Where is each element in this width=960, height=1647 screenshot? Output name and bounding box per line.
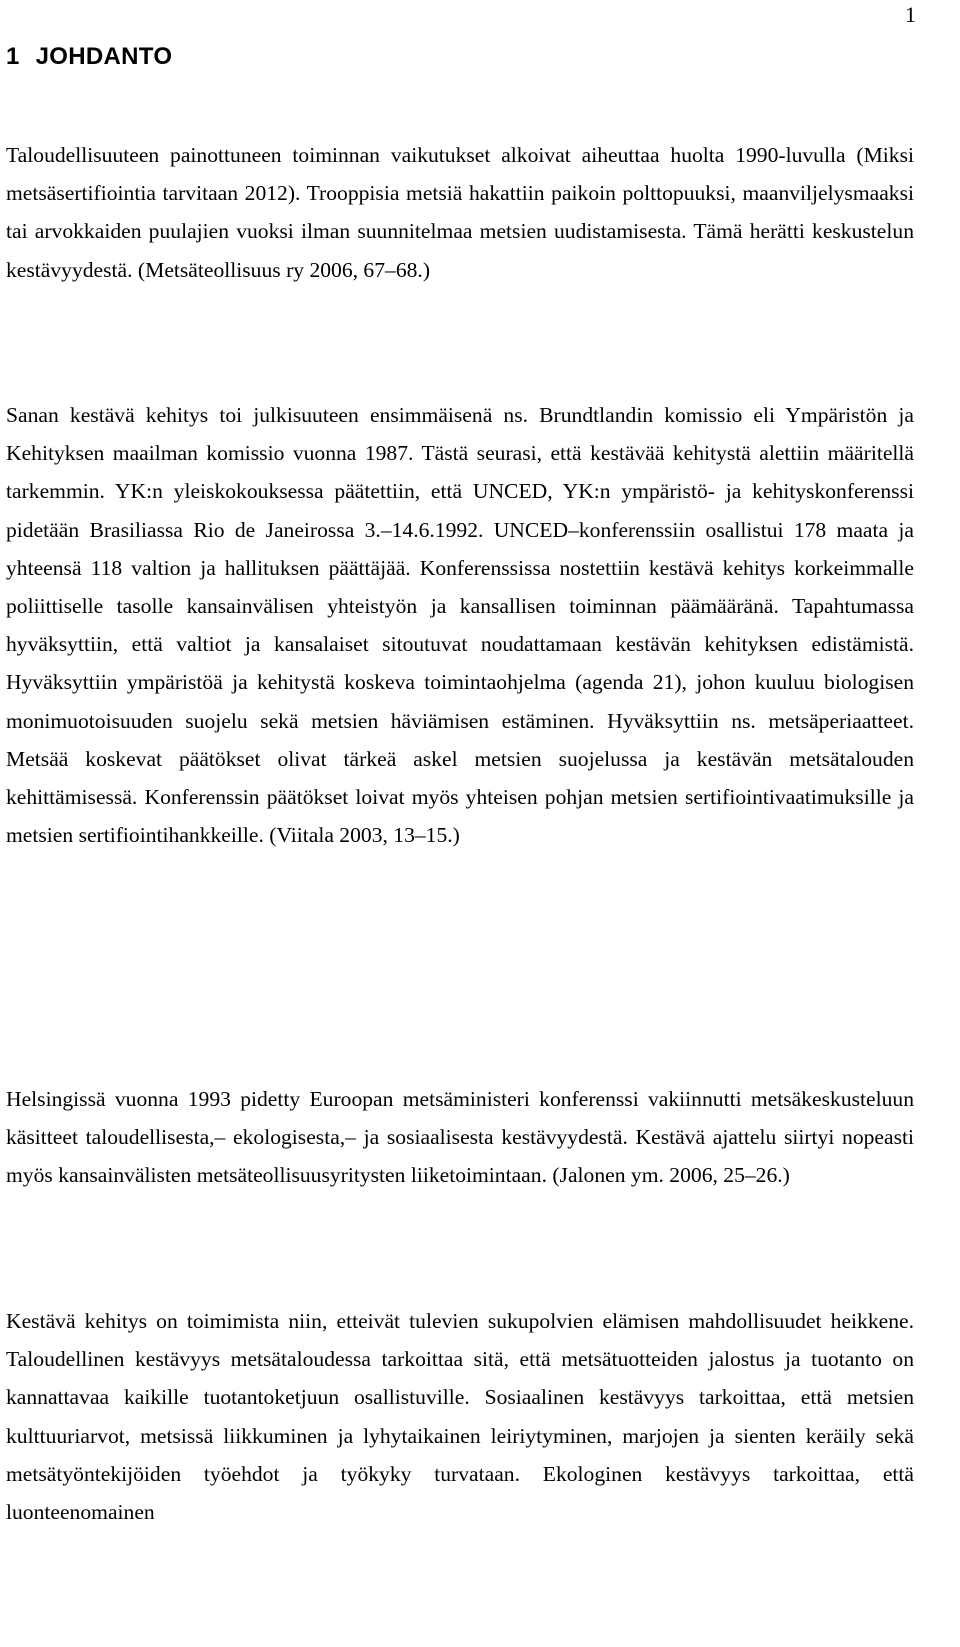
section-title: JOHDANTO <box>35 43 173 70</box>
paragraph-sustainability-definitions: Kestävä kehitys on toimimista niin, etteivät tulevien sukupolvien elämisen mahdollisuudet heikkene. Taloudellinen kestävyys metsätaloudessa tarkoittaa sitä, että metsätuotteiden jalostus ja tuotanto on kannattavaa kaikille tuotantoketjuun osallistuville. Sosiaalinen kestävyys tarkoittaa, että metsien kulttuuriarvot, metsissä liikkuminen ja lyhytaikainen leiriytyminen, marjojen ja sienten keräily sekä metsätyöntekijöiden työehdot ja työkyky turvataan. Ekologinen kestävyys tarkoittaa, että luonteenomainen <box>6 1309 914 1525</box>
paragraph-helsinki-conference: Helsingissä vuonna 1993 pidetty Euroopan metsäministeri konferenssi vakiinnutti metsäkeskusteluun käsitteet taloudellisesta,– ekologisesta,– ja sosiaalisesta kestävyydestä. Kestävä ajattelu siirtyi nopeasti myös kansainvälisten metsäteollisuusyritysten liiketoimintaan. (Jalonen ym. 2006, 25–26.) <box>6 1087 914 1188</box>
section-number: 1 <box>6 43 20 70</box>
paragraph-intro: Taloudellisuuteen painottuneen toiminnan vaikutukset alkoivat aiheuttaa huolta 1990-luvulla (Miksi metsäsertifiointia tarvitaan 2012). Trooppisia metsiä hakattiin paikoin polttopuuksi, maanviljelysmaaksi tai arvokkaiden puulajien vuoksi ilman suunnitelmaa metsien uudistamisesta. Tämä herätti keskustelun kestävyydestä. (Metsäteollisuus ry 2006, 67–68.) <box>6 143 914 282</box>
page-number: 1 <box>905 2 916 27</box>
section-heading <box>6 42 172 72</box>
paragraph-brundtland-unced: Sanan kestävä kehitys toi julkisuuteen ensimmäisenä ns. Brundtlandin komissio eli Ympäristön ja Kehityksen maailman komissio vuonna 1987. Tästä seurasi, että kestävää kehitystä alettiin määritellä tarkemmin. YK:n yleiskokouksessa päätettiin, että UNCED, YK:n ympäristö- ja kehityskonferenssi pidetään Brasiliassa Rio de Janeirossa 3.–14.6.1992. UNCED–konferenssiin osallistui 178 maata ja yhteensä 118 valtion ja hallituksen päättäjää. Konferenssissa nostettiin kestävä kehitys korkeimmalle poliittiselle tasolle kansainvälisen yhteistyön ja kansallisen toiminnan päämääränä. Tapahtumassa hyväksyttiin, että valtiot ja kansalaiset sitoutuvat noudattamaan kestävän kehityksen edistämistä. Hyväksyttiin ympäristöä ja kehitystä koskeva toimintaohjelma (agenda 21), johon kuuluu biologisen monimuotoisuuden suojelu sekä metsien häviämisen estäminen. Hyväksyttiin ns. metsäperiaatteet. Metsää koskevat päätökset olivat tärkeä askel metsien suojelussa ja kestävän metsätalouden kehittämisessä. Konferenssin päätökset loivat myös yhteisen pohjan metsien sertifiointivaatimuksille ja metsien sertifiointihankkeille. (Viitala 2003, 13–15.) <box>6 403 914 848</box>
